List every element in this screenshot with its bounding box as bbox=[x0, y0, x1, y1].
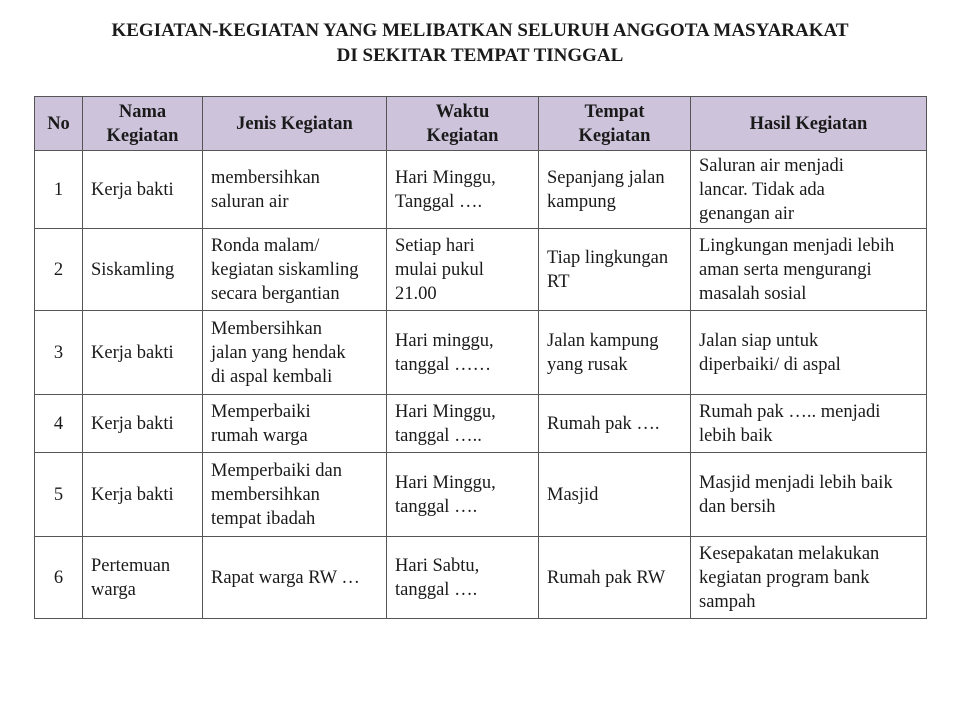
header-waktu-kegiatan: Waktu Kegiatan bbox=[387, 97, 539, 151]
cell-no: 2 bbox=[35, 229, 83, 311]
cell-no: 4 bbox=[35, 395, 83, 453]
cell-jenis: Memperbaiki dan membersihkan tempat ibadah bbox=[203, 453, 387, 537]
cell-nama: Kerja bakti bbox=[83, 151, 203, 229]
activities-table bbox=[34, 96, 927, 619]
cell-hasil: Kesepakatan melakukan kegiatan program bank sampah bbox=[691, 537, 927, 619]
cell-tempat: Masjid bbox=[539, 453, 691, 537]
cell-waktu: Hari Minggu, tanggal ….. bbox=[387, 395, 539, 453]
cell-no: 5 bbox=[35, 453, 83, 537]
cell-hasil: Jalan siap untuk diperbaiki/ di aspal bbox=[691, 311, 927, 395]
cell-waktu: Hari Minggu, tanggal …. bbox=[387, 453, 539, 537]
cell-tempat: Rumah pak RW bbox=[539, 537, 691, 619]
table-header-row bbox=[35, 97, 927, 151]
cell-hasil: Masjid menjadi lebih baik dan bersih bbox=[691, 453, 927, 537]
title-line-1: KEGIATAN-KEGIATAN YANG MELIBATKAN SELURUH ANGGOTA MASYARAKAT bbox=[111, 20, 849, 41]
cell-nama: Pertemuan warga bbox=[83, 537, 203, 619]
cell-tempat: Jalan kampung yang rusak bbox=[539, 311, 691, 395]
cell-no: 6 bbox=[35, 537, 83, 619]
header-tempat-kegiatan: Tempat Kegiatan bbox=[539, 97, 691, 151]
cell-hasil: Saluran air menjadi lancar. Tidak ada genangan air bbox=[691, 151, 927, 229]
cell-waktu: Hari Sabtu, tanggal …. bbox=[387, 537, 539, 619]
cell-no: 3 bbox=[35, 311, 83, 395]
page-title bbox=[0, 18, 960, 68]
cell-hasil: Rumah pak ….. menjadi lebih baik bbox=[691, 395, 927, 453]
cell-nama: Kerja bakti bbox=[83, 453, 203, 537]
table-row bbox=[35, 453, 927, 537]
cell-no: 1 bbox=[35, 151, 83, 229]
cell-tempat: Rumah pak …. bbox=[539, 395, 691, 453]
cell-nama: Kerja bakti bbox=[83, 311, 203, 395]
cell-hasil: Lingkungan menjadi lebih aman serta mengurangi masalah sosial bbox=[691, 229, 927, 311]
cell-waktu: Hari minggu, tanggal …… bbox=[387, 311, 539, 395]
header-no: No bbox=[35, 97, 83, 151]
cell-jenis: membersihkan saluran air bbox=[203, 151, 387, 229]
table-row bbox=[35, 151, 927, 229]
title-line-2: DI SEKITAR TEMPAT TINGGAL bbox=[336, 45, 624, 66]
cell-nama: Siskamling bbox=[83, 229, 203, 311]
cell-waktu: Setiap hari mulai pukul 21.00 bbox=[387, 229, 539, 311]
table-row bbox=[35, 229, 927, 311]
table-row bbox=[35, 537, 927, 619]
cell-jenis: Ronda malam/ kegiatan siskamling secara bergantian bbox=[203, 229, 387, 311]
cell-jenis: Memperbaiki rumah warga bbox=[203, 395, 387, 453]
header-nama-kegiatan: Nama Kegiatan bbox=[83, 97, 203, 151]
header-jenis-kegiatan: Jenis Kegiatan bbox=[203, 97, 387, 151]
cell-jenis: Rapat warga RW … bbox=[203, 537, 387, 619]
cell-tempat: Sepanjang jalan kampung bbox=[539, 151, 691, 229]
cell-tempat: Tiap lingkungan RT bbox=[539, 229, 691, 311]
cell-nama: Kerja bakti bbox=[83, 395, 203, 453]
header-hasil-kegiatan: Hasil Kegiatan bbox=[691, 97, 927, 151]
cell-jenis: Membersihkan jalan yang hendak di aspal kembali bbox=[203, 311, 387, 395]
table-row bbox=[35, 311, 927, 395]
table-row bbox=[35, 395, 927, 453]
cell-waktu: Hari Minggu, Tanggal …. bbox=[387, 151, 539, 229]
